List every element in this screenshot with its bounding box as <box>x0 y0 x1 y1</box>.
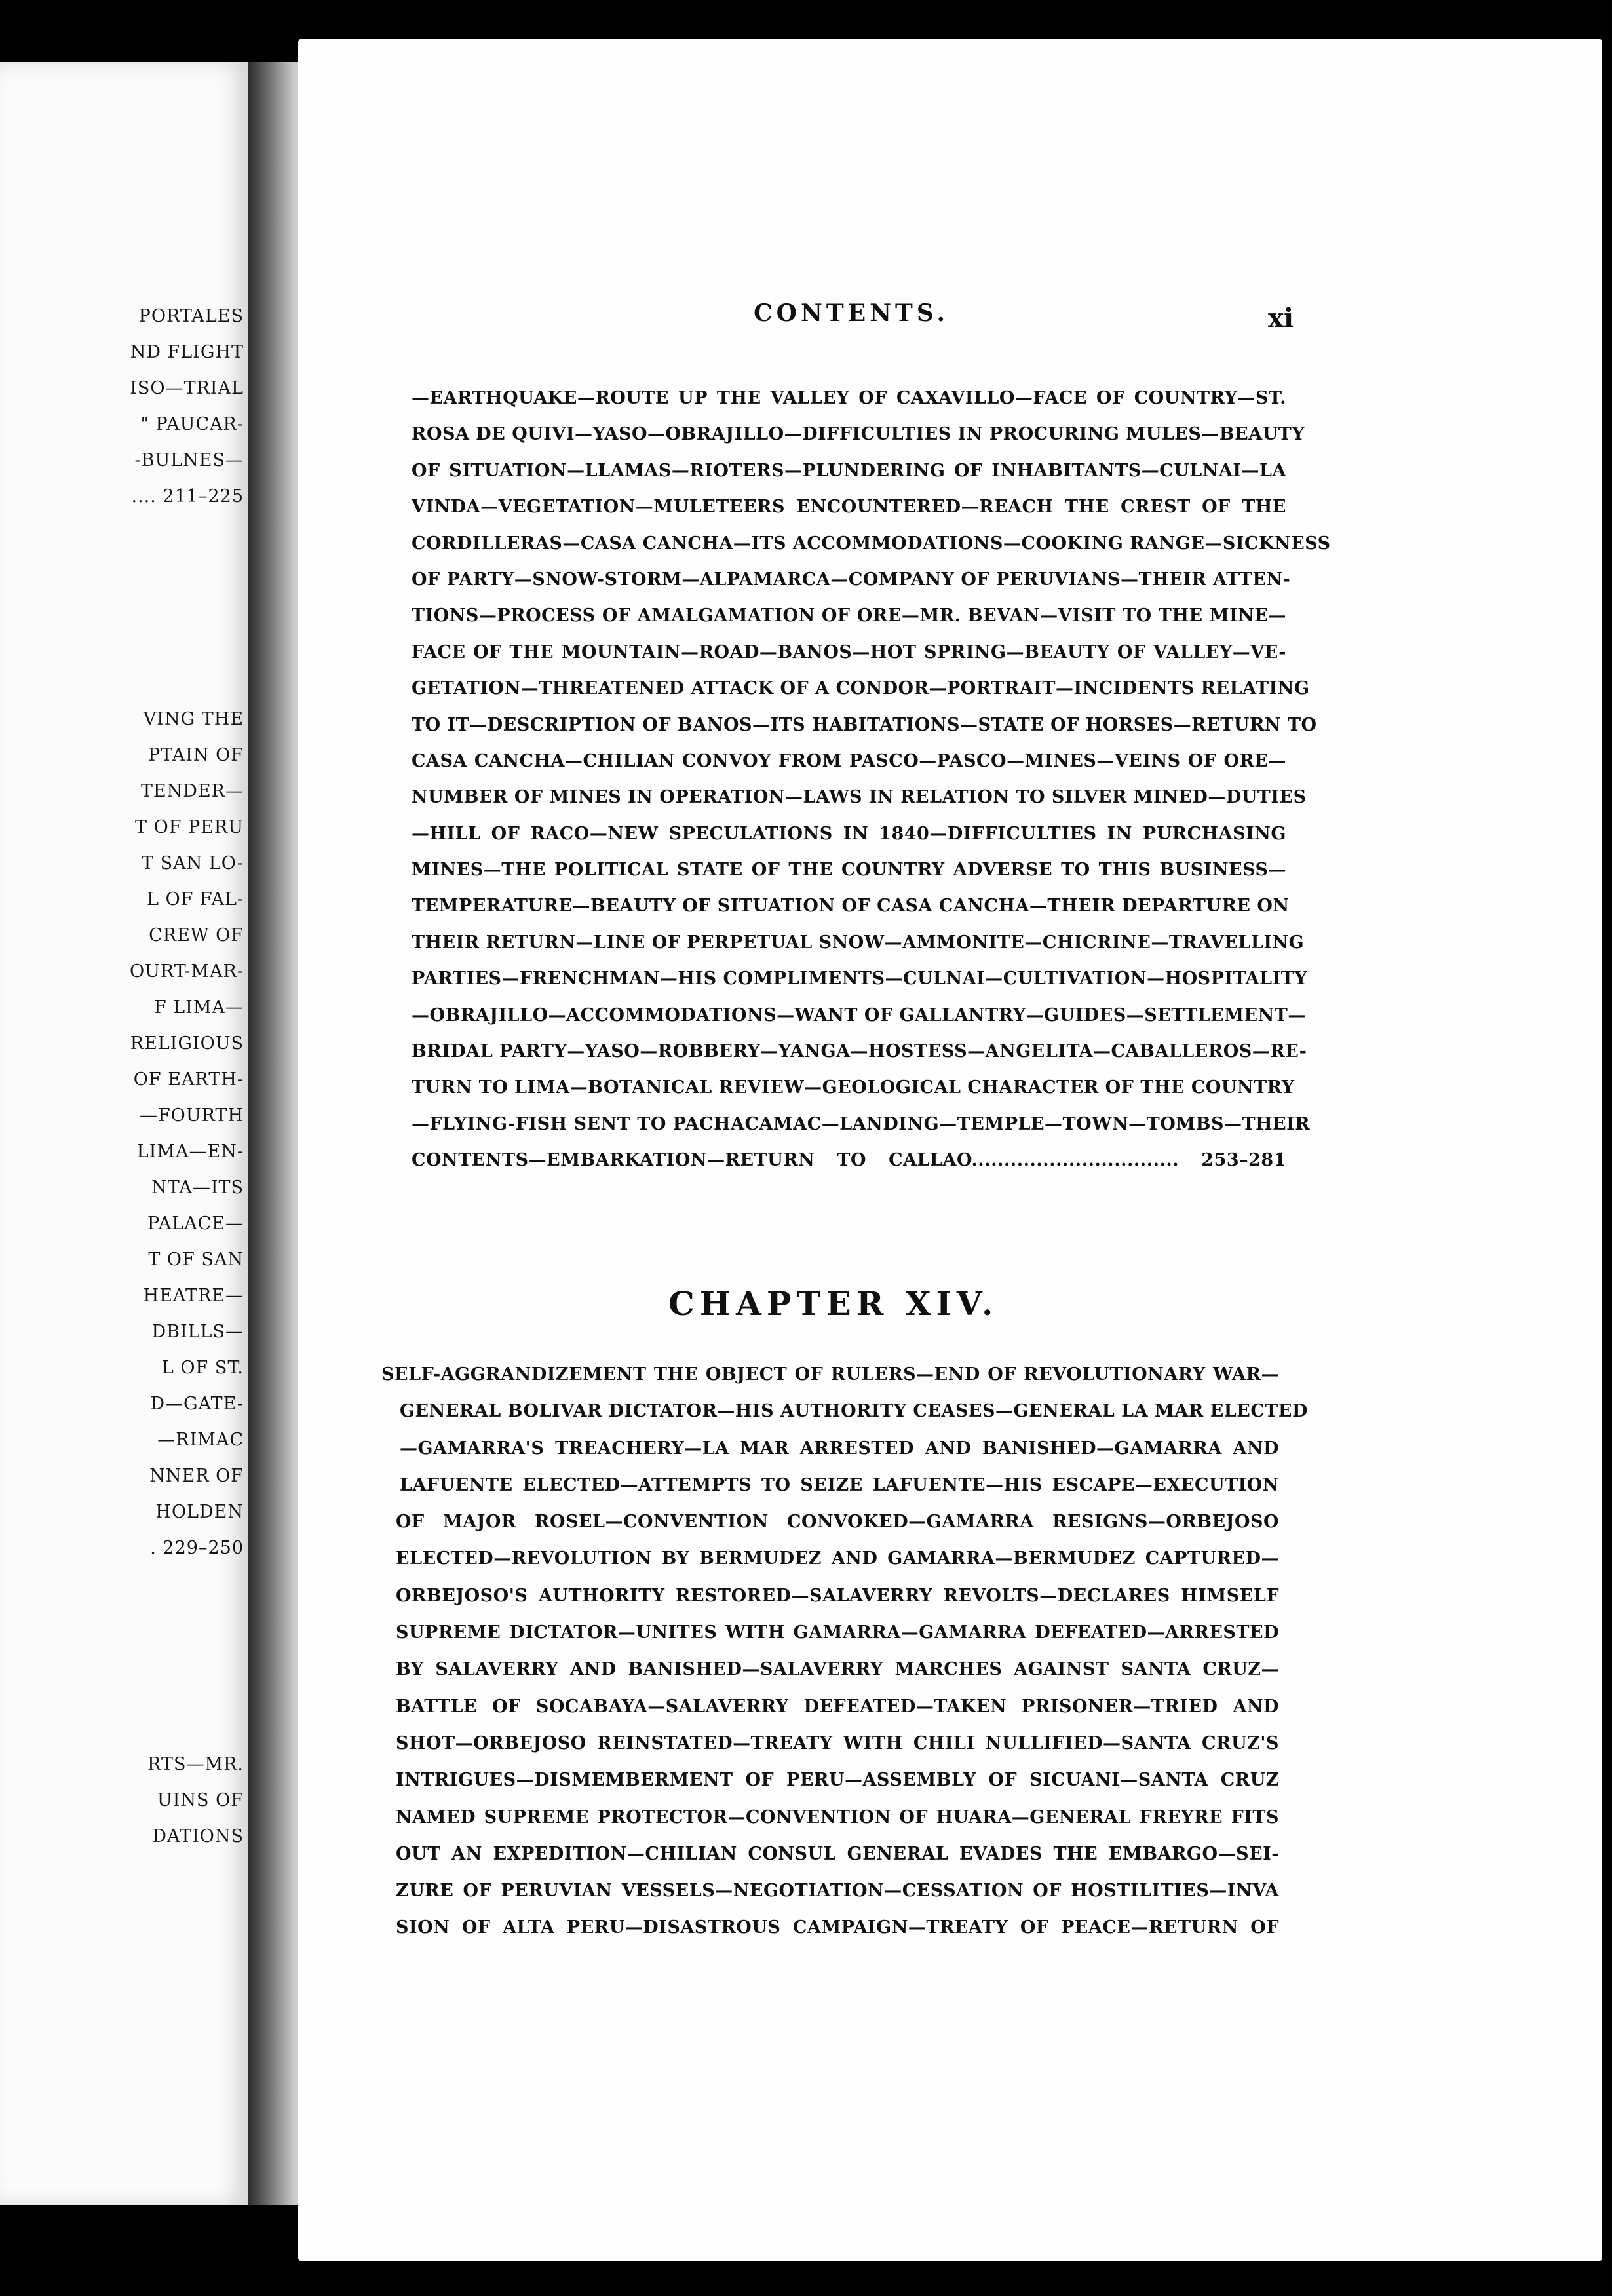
chapter-summary-line: OF MAJOR ROSEL—CONVENTION CONVOKED—GAMARRA RESIGNS—ORBEJOSO <box>396 1512 1279 1533</box>
left-page-line: DBILLS— <box>151 1322 244 1342</box>
contents-line: ROSA DE QUIVI—YASO—OBRAJILLO—DIFFICULTIES IN PROCURING MULES—BEAUTY <box>412 424 1305 445</box>
chapter-summary-line: —GAMARRA'S TREACHERY—LA MAR ARRESTED AND BANISHED—GAMARRA AND <box>400 1438 1279 1459</box>
contents-line: TEMPERATURE—BEAUTY OF SITUATION OF CASA CANCHA—THEIR DEPARTURE ON <box>412 896 1290 917</box>
left-page-line: L OF ST. <box>161 1358 244 1378</box>
left-page-line: RELIGIOUS <box>130 1033 244 1054</box>
left-page-line: -BULNES— <box>134 450 244 470</box>
left-page-line: HEATRE— <box>143 1286 244 1306</box>
chapter-summary-line: SION OF ALTA PERU—DISASTROUS CAMPAIGN—TREATY OF PEACE—RETURN OF <box>396 1917 1279 1938</box>
chapter-summary-line: BY SALAVERRY AND BANISHED—SALAVERRY MARCHES AGAINST SANTA CRUZ— <box>396 1659 1279 1680</box>
left-page-line: PALACE— <box>147 1214 244 1234</box>
left-page-line: OF EARTH- <box>133 1069 244 1090</box>
chapter-heading: CHAPTER XIV. <box>668 1284 999 1323</box>
left-page-line: T OF PERU <box>134 817 244 837</box>
contents-line: —OBRAJILLO—ACCOMMODATIONS—WANT OF GALLANTRY—GUIDES—SETTLEMENT— <box>412 1004 1306 1025</box>
contents-line: NUMBER OF MINES IN OPERATION—LAWS IN RELATION TO SILVER MINED—DUTIES <box>412 787 1307 808</box>
chapter-summary-line: ORBEJOSO'S AUTHORITY RESTORED—SALAVERRY REVOLTS—DECLARES HIMSELF <box>396 1585 1279 1606</box>
left-page-line: . 229–250 <box>150 1538 244 1558</box>
left-page-line: RTS—MR. <box>147 1754 244 1774</box>
contents-line: VINDA—VEGETATION—MULETEERS ENCOUNTERED—REACH THE CREST OF THE <box>412 497 1286 518</box>
contents-line: GETATION—THREATENED ATTACK OF A CONDOR—PORTRAIT—INCIDENTS RELATING <box>412 678 1310 699</box>
contents-line: TO IT—DESCRIPTION OF BANOS—ITS HABITATIONS—STATE OF HORSES—RETURN TO <box>412 714 1317 735</box>
left-page-line: T SAN LO- <box>142 853 244 873</box>
chapter-summary-line: ELECTED—REVOLUTION BY BERMUDEZ AND GAMARRA—BERMUDEZ CAPTURED— <box>396 1548 1279 1569</box>
left-page-line: LIMA—EN- <box>136 1141 244 1162</box>
left-page-line: —FOURTH <box>139 1105 244 1126</box>
contents-summary-block <box>412 380 1331 1179</box>
running-head: CONTENTS. <box>754 299 950 327</box>
contents-line: —EARTHQUAKE—ROUTE UP THE VALLEY OF CAXAVILLO—FACE OF COUNTRY—ST. <box>412 388 1286 408</box>
left-page-line: VING THE <box>143 709 244 729</box>
chapter-summary-line: ZURE OF PERUVIAN VESSELS—NEGOTIATION—CESSATION OF HOSTILITIES—INVA <box>396 1881 1279 1902</box>
left-page-line: ND FLIGHT <box>130 342 244 362</box>
contents-line: CASA CANCHA—CHILIAN CONVOY FROM PASCO—PASCO—MINES—VEINS OF ORE— <box>412 750 1286 771</box>
left-page-line: CREW OF <box>149 925 244 946</box>
left-facing-page <box>0 62 248 2205</box>
contents-line: TURN TO LIMA—BOTANICAL REVIEW—GEOLOGICAL CHARACTER OF THE COUNTRY <box>412 1077 1295 1098</box>
left-page-line: NTA—ITS <box>151 1177 244 1198</box>
contents-line: OF PARTY—SNOW-STORM—ALPAMARCA—COMPANY OF PERUVIANS—THEIR ATTEN- <box>412 569 1291 590</box>
left-page-line: D—GATE- <box>150 1394 244 1414</box>
chapter-summary-line: SELF-AGGRANDIZEMENT THE OBJECT OF RULERS—END OF REVOLUTIONARY WAR— <box>381 1364 1279 1385</box>
left-page-line: NNER OF <box>149 1466 244 1486</box>
chapter-summary-line: SUPREME DICTATOR—UNITES WITH GAMARRA—GAMARRA DEFEATED—ARRESTED <box>396 1622 1279 1643</box>
contents-line: CONTENTS—EMBARKATION—RETURN TO CALLAO................................ 253–281 <box>412 1150 1286 1171</box>
chapter-summary-line: BATTLE OF SOCABAYA—SALAVERRY DEFEATED—TAKEN PRISONER—TRIED AND <box>396 1696 1279 1717</box>
left-page-line: HOLDEN <box>155 1502 244 1522</box>
contents-line: PARTIES—FRENCHMAN—HIS COMPLIMENTS—CULNAI—CULTIVATION—HOSPITALITY <box>412 968 1308 989</box>
left-page-line: ISO—TRIAL <box>130 378 244 398</box>
contents-line: —HILL OF RACO—NEW SPECULATIONS IN 1840—DIFFICULTIES IN PURCHASING <box>412 823 1286 844</box>
contents-line: —FLYING-FISH SENT TO PACHACAMAC—LANDING—TEMPLE—TOWN—TOMBS—THEIR <box>412 1113 1311 1134</box>
left-page-line: T OF SAN <box>148 1250 244 1270</box>
contents-line: FACE OF THE MOUNTAIN—ROAD—BANOS—HOT SPRING—BEAUTY OF VALLEY—VE- <box>412 641 1286 662</box>
page-number: xi <box>1268 303 1294 334</box>
contents-line: BRIDAL PARTY—YASO—ROBBERY—YANGA—HOSTESS—ANGELITA—CABALLEROS—RE- <box>412 1041 1307 1062</box>
contents-line: MINES—THE POLITICAL STATE OF THE COUNTRY ADVERSE TO THIS BUSINESS— <box>412 860 1286 881</box>
left-page-line: .... 211–225 <box>131 486 244 507</box>
chapter-summary-line: OUT AN EXPEDITION—CHILIAN CONSUL GENERAL EVADES THE EMBARGO—SEI- <box>396 1843 1279 1864</box>
left-page-line: UINS OF <box>157 1790 244 1810</box>
chapter-summary-line: NAMED SUPREME PROTECTOR—CONVENTION OF HUARA—GENERAL FREYRE FITS <box>396 1807 1279 1827</box>
left-page-line: OURT-MAR- <box>130 961 244 982</box>
chapter-summary-line: SHOT—ORBEJOSO REINSTATED—TREATY WITH CHILI NULLIFIED—SANTA CRUZ'S <box>396 1732 1279 1753</box>
left-page-line: TENDER— <box>140 781 244 801</box>
contents-line: TIONS—PROCESS OF AMALGAMATION OF ORE—MR. BEVAN—VISIT TO THE MINE— <box>412 605 1286 626</box>
left-page-line: PORTALES <box>138 306 244 326</box>
left-page-line: —RIMAC <box>157 1430 244 1450</box>
contents-line: OF SITUATION—LLAMAS—RIOTERS—PLUNDERING OF INHABITANTS—CULNAI—LA <box>412 460 1286 481</box>
chapter-summary-line: GENERAL BOLIVAR DICTATOR—HIS AUTHORITY CEASES—GENERAL LA MAR ELECTED <box>400 1401 1308 1422</box>
contents-line: CORDILLERAS—CASA CANCHA—ITS ACCOMMODATIONS—COOKING RANGE—SICKNESS <box>412 533 1331 554</box>
left-page-line: PTAIN OF <box>148 745 244 765</box>
left-page-line: F LIMA— <box>153 997 244 1018</box>
left-page-line: " PAUCAR- <box>140 414 244 434</box>
left-page-line: DATIONS <box>152 1826 244 1846</box>
chapter-summary-line: INTRIGUES—DISMEMBERMENT OF PERU—ASSEMBLY OF SICUANI—SANTA CRUZ <box>396 1770 1279 1791</box>
contents-line: THEIR RETURN—LINE OF PERPETUAL SNOW—AMMONITE—CHICRINE—TRAVELLING <box>412 932 1305 953</box>
chapter-summary-block <box>381 1356 1308 1947</box>
chapter-summary-line: LAFUENTE ELECTED—ATTEMPTS TO SEIZE LAFUENTE—HIS ESCAPE—EXECUTION <box>400 1474 1279 1495</box>
left-page-line: L OF FAL- <box>147 889 244 909</box>
